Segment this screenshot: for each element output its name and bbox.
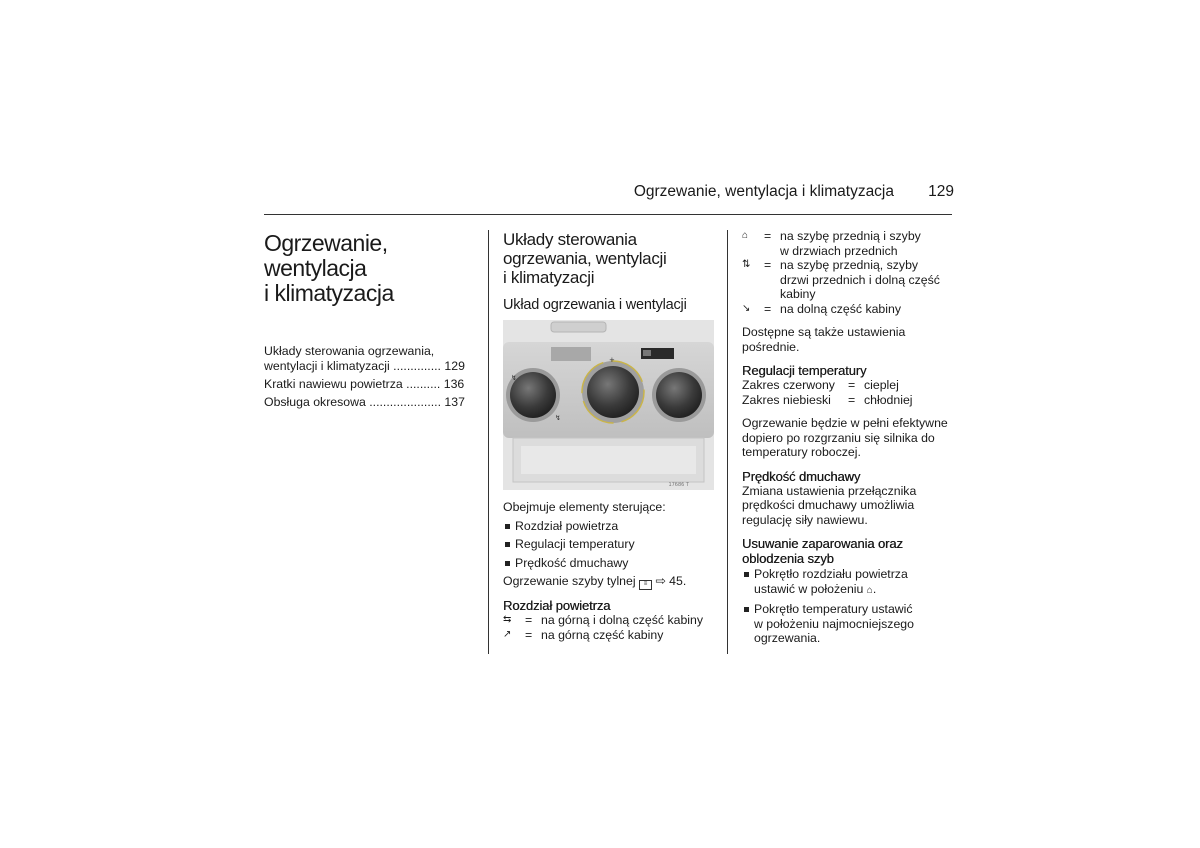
intermediate-note <box>742 325 956 354</box>
toc-entry-text: wentylacji i klimatyzacji .............. 129 <box>264 359 465 373</box>
upper-lower-vent-icon: ⇆ <box>503 614 512 625</box>
text-line: pośrednie. <box>742 339 800 354</box>
floor-vent-icon: ↘ <box>742 302 751 314</box>
chapter-title-line: i klimatyzacja <box>264 280 394 306</box>
svg-text:+: + <box>609 356 615 364</box>
temperature-range-row: Zakres czerwony = cieplej <box>742 378 899 392</box>
text-line: w drzwiach przednich <box>780 243 898 258</box>
chapter-title <box>264 231 478 306</box>
middle-column <box>503 230 718 642</box>
windscreen-front-doors-icon: ⌂ <box>742 230 749 241</box>
list-item: Rozdział powietrza <box>503 519 718 534</box>
running-header-title: Ogrzewanie, wentylacja i klimatyzacja <box>633 183 894 200</box>
range-label: Zakres niebieski <box>742 392 831 407</box>
right-column <box>742 229 956 646</box>
text-line: Zmiana ustawienia przełącznika <box>742 483 917 498</box>
toc-entry[interactable] <box>264 344 478 374</box>
intro-text: Obejmuje elementy sterujące: <box>503 500 666 514</box>
control-panel-illustration <box>503 320 714 490</box>
upper-vent-icon: ↗ <box>503 628 512 640</box>
air-distribution-text: na dolną część kabiny <box>780 301 901 316</box>
fan-speed-heading: Prędkość dmuchawy <box>742 468 861 484</box>
svg-text:↯: ↯ <box>555 414 561 422</box>
text-line <box>754 582 956 599</box>
text-line: Ogrzewanie będzie w pełni efektywne <box>742 416 948 430</box>
list-item: Regulacji temperatury <box>503 537 718 552</box>
air-distribution-text <box>780 229 956 258</box>
heating-note <box>742 416 956 460</box>
air-distribution-item: ↘ = na dolną część kabiny <box>742 302 956 317</box>
subsection-heading: Układ ogrzewania i wentylacji <box>503 297 687 313</box>
svg-text:↯: ↯ <box>511 374 517 382</box>
defog-heading <box>742 536 956 566</box>
text-line: Pokrętło rozdziału powietrza <box>754 567 908 581</box>
section-heading-line: Układy sterowania <box>503 230 637 249</box>
heading-line: oblodzenia szyb <box>742 551 834 566</box>
rear-window-label: Ogrzewanie szyby tylnej <box>503 574 636 588</box>
section-heading-line: i klimatyzacji <box>503 268 595 287</box>
air-distribution-text <box>780 258 956 302</box>
toc-entry[interactable] <box>264 395 478 410</box>
air-distribution-item: ⇅ = na szybę przednią, szyby drzwi przednich i dolną część kabiny <box>742 258 956 302</box>
list-item <box>742 567 956 598</box>
air-distribution-item: ⇆ = na górną i dolną część kabiny <box>503 613 718 628</box>
range-value: chłodniej <box>864 392 913 407</box>
chapter-title-line: Ogrzewanie, <box>264 230 388 256</box>
windscreen-defrost-icon: ⌂ <box>866 584 873 596</box>
air-distribution-item: ↗ = na górną część kabiny <box>503 628 718 643</box>
toc-entry-text: Obsługa okresowa ..................... 137 <box>264 395 465 409</box>
table-of-contents <box>264 344 478 410</box>
air-distribution-text: na górną i dolną część kabiny <box>541 613 704 627</box>
text-line: prędkości dmuchawy umożliwia <box>742 498 915 512</box>
left-column <box>264 231 478 413</box>
list-item <box>742 602 956 646</box>
temperature-heading: Regulacji temperatury <box>742 363 867 378</box>
temperature-range-row: Zakres niebieski = chłodniej <box>742 392 913 407</box>
control-panel-figure <box>503 320 714 490</box>
text-line: drzwi przednich i dolną część <box>780 272 940 287</box>
figure-code: 17686 T <box>668 482 689 488</box>
column-divider-2 <box>727 230 728 654</box>
section-heading-line: ogrzewania, wentylacji <box>503 249 667 268</box>
text-line: dopiero po rozgrzaniu się silnika do <box>742 430 935 445</box>
text-line: ogrzewania. <box>754 631 821 645</box>
range-value: cieplej <box>864 378 899 392</box>
rear-window-note <box>503 574 718 590</box>
text-line: regulację siły nawiewu. <box>742 512 868 527</box>
windscreen-floor-icon: ⇅ <box>742 259 751 270</box>
range-label: Zakres czerwony <box>742 378 835 392</box>
chapter-title-line: wentylacja <box>264 255 367 281</box>
page-reference-arrow-icon: ⇨ <box>655 574 666 588</box>
toc-entry-text: Kratki nawiewu powietrza .......... 136 <box>264 377 465 391</box>
fan-speed-text <box>742 484 956 528</box>
controls-list <box>503 519 718 571</box>
column-divider-1 <box>488 230 489 654</box>
page-number: 129 <box>928 183 954 200</box>
rear-defroster-icon: ≡ <box>639 580 652 590</box>
air-distribution-text: na górną część kabiny <box>541 627 664 642</box>
text-line: na szybę przednią, szyby <box>780 258 919 272</box>
text-line: na szybę przednią i szyby <box>780 229 921 243</box>
toc-entry[interactable] <box>264 377 478 392</box>
section-heading <box>503 230 718 287</box>
text-line: Dostępne są także ustawienia <box>742 325 906 339</box>
air-distribution-heading: Rozdział powietrza <box>503 598 611 613</box>
text-line: Pokrętło temperatury ustawić <box>754 602 913 616</box>
text-segment: . <box>872 581 877 596</box>
text-line: w położeniu najmocniejszego <box>754 616 914 631</box>
page-reference-link[interactable]: 45. <box>669 574 687 588</box>
text-segment: ustawić w położeniu <box>754 581 864 596</box>
toc-entry-text: Układy sterowania ogrzewania, <box>264 344 435 358</box>
text-line: kabiny <box>780 287 816 301</box>
heading-line: Usuwanie zaparowania oraz <box>742 536 903 551</box>
header-rule <box>264 214 952 215</box>
air-distribution-item: ⌂ = na szybę przednią i szyby w drzwiach przednich <box>742 229 956 258</box>
list-item: Prędkość dmuchawy <box>503 556 718 571</box>
text-line: temperatury roboczej. <box>742 445 861 459</box>
